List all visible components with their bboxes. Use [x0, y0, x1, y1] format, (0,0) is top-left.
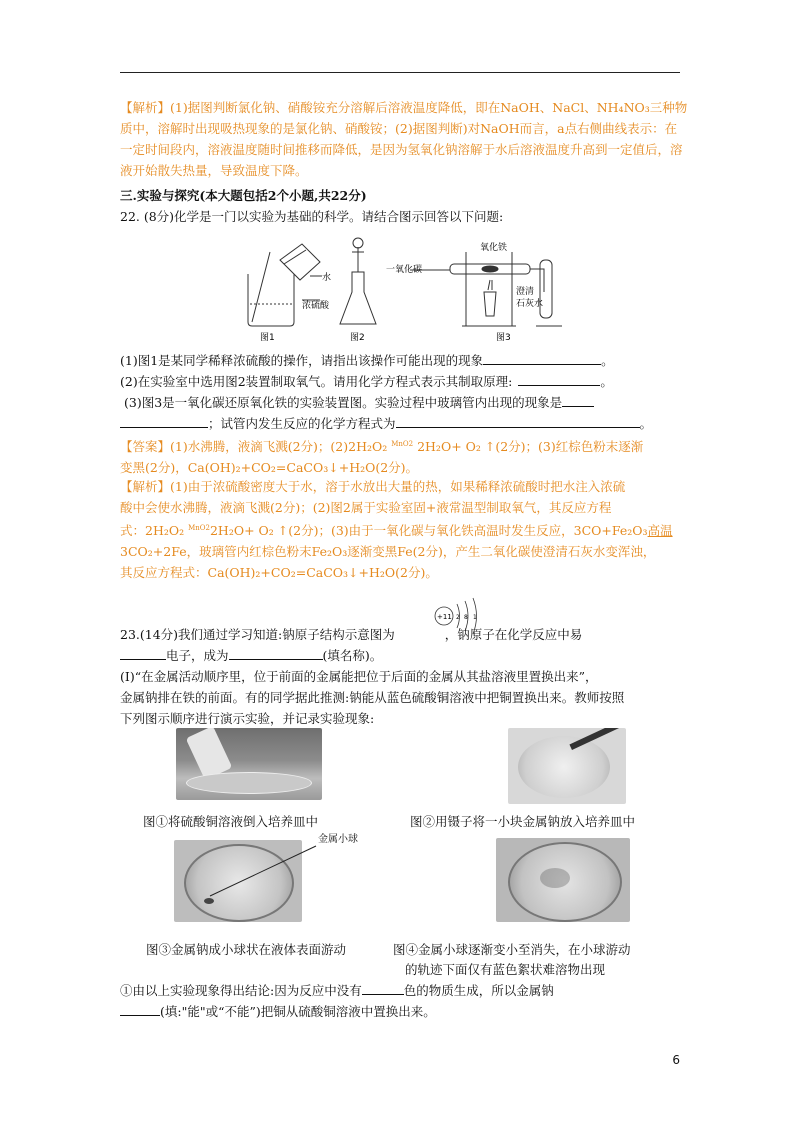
q22-part2	[120, 371, 688, 392]
q22-analysis	[120, 476, 688, 583]
analysis-line-5: 其反应方程式：Ca(OH)₂+CO₂=CaCO₃↓+H₂O(2分)。	[120, 565, 438, 581]
caption-fig3: 图③金属钠成小球状在液体表面游动	[146, 942, 347, 957]
q22-part3-text: (3)图3是一氧化碳还原氧化铁的实验装置图。实验过程中玻璃管内出现的现象是	[124, 395, 563, 410]
atom-nucleus: +11	[437, 613, 452, 621]
caption-fig1: 图①将硫酸铜溶液倒入培养皿中	[143, 814, 319, 829]
q23-conclusion-1	[120, 980, 688, 1001]
header-rule	[120, 72, 680, 73]
label-acid: 浓硫酸	[302, 301, 330, 311]
conclusion-text-1: ①由以上实验现象得出结论:因为反应中没有	[120, 983, 362, 998]
label-co: 一氧化碳	[386, 265, 423, 275]
page-number: 6	[672, 1053, 680, 1067]
q22-part3a	[124, 392, 692, 413]
q22-part1	[120, 350, 688, 371]
answer-blank[interactable]	[120, 413, 208, 428]
analysis-line-4: 3CO₂+2Fe，玻璃管内红棕色粉末Fe₂O₃逐渐变黑Fe(2分)，产生二氧化碳使澄清石灰水变浑浊，	[120, 544, 656, 560]
q22-part3b	[120, 413, 688, 434]
label-limewater-1: 澄清	[516, 287, 535, 297]
q23-line2-a: 电子，成为	[166, 648, 229, 663]
photo-add-sodium	[508, 728, 626, 804]
shell-1-count: 2	[456, 614, 460, 621]
answer-blank[interactable]	[229, 645, 323, 660]
period: 。	[600, 374, 613, 389]
answer-tag: 【答案】	[120, 439, 171, 455]
fig3-label: 图3	[496, 333, 511, 342]
q22-part3b-text: ；试管内发生反应的化学方程式为	[208, 416, 396, 431]
fig2-label: 图2	[350, 333, 365, 342]
conclusion-text-2: 色的物质生成，所以金属钠	[403, 983, 554, 998]
analysis-tag: 【解析】	[120, 479, 171, 494]
period: 。	[601, 353, 614, 368]
q23-intro	[120, 624, 688, 645]
q23-intro-b: ，钠原子在化学反应中易	[444, 627, 583, 642]
answer-blank[interactable]	[120, 1001, 160, 1016]
q23-para	[120, 666, 688, 729]
answer-text-2: 2H₂O+ O₂ ↑(2分)；(3)红棕色粉末逐渐	[413, 439, 644, 455]
sodium-atom-diagram	[432, 596, 486, 644]
q23-para-3: 下列图示顺序进行演示实验，并记录实验现象:	[120, 711, 375, 726]
answer-text-1: (1)水沸腾，液滴飞溅(2分)；(2)2H₂O₂	[170, 439, 392, 455]
analysis-line-3a: 式：2H₂O₂	[120, 523, 189, 539]
analysis-line-1: (1)由于浓硫酸密度大于水，溶于水放出大量的热，如果稀释浓硫酸时把水注入浓硫	[170, 479, 626, 494]
ball-pointer	[200, 840, 320, 900]
answer-blank[interactable]	[396, 413, 640, 428]
conclusion-text-3: (填:"能"或“不能”)把铜从硫酸铜溶液中置换出来。	[160, 1004, 436, 1019]
section-heading: 三.实验与探究(本大题包括2个小题,共22分)	[120, 188, 367, 203]
shell-3-count: 1	[473, 614, 477, 621]
catalyst-label: MnO2	[391, 440, 414, 448]
caption-fig4-a: 图④金属小球逐渐变小至消失，在小球游动	[393, 942, 631, 957]
answer-blank[interactable]	[362, 980, 404, 995]
apparatus-figure	[240, 232, 570, 342]
shell-2-count: 8	[464, 614, 468, 621]
caption-fig4-b: 的轨迹下面仅有蓝色絮状难溶物出现	[405, 962, 606, 977]
q23-para-1: (Ⅰ)“在金属活动顺序里，位于前面的金属能把位于后面的金属从其盐溶液里置换出来”，	[120, 669, 598, 684]
analysis-line-3b: 2H₂O+ O₂ ↑(2分)；(3)由于一氧化碳与氧化铁高温时发生反应，3CO+Fe₂O₃	[209, 523, 648, 539]
analysis-line-2: 酸中会使水沸腾，液滴飞溅(2分)；(2)图2属于实验室固+液常温型制取氧气，其反应方程	[120, 500, 612, 515]
high-temp-label: 高温	[647, 523, 673, 539]
photo-pour-solution	[176, 728, 322, 800]
answer-blank[interactable]	[120, 645, 166, 660]
label-fe2o3: 氧化铁	[480, 243, 508, 253]
analysis-block-prev	[120, 97, 688, 181]
q23-line2	[120, 645, 688, 666]
analysis-text: (1)据图判断氯化钠、硝酸铵充分溶解后溶液温度降低，即在NaOH、NaCl、NH₄NO₃三种物质中，溶解时出现吸热现象的是氯化钠、硝酸铵；(2)据图判断)对NaOH而言，a点右侧曲线表示：在一定时间段内，溶液温度随时间推移而降低，是因为氢氧化钠溶解于水后溶液温度升高到一定值后，溶液开始散失热量，导致温度下降。	[120, 100, 688, 178]
q22-answer	[120, 434, 688, 478]
answer-blank[interactable]	[518, 371, 600, 386]
q22-part1-text: (1)图1是某同学稀释浓硫酸的操作，请指出该操作可能出现的现象	[120, 353, 484, 368]
period: 。	[639, 416, 653, 431]
answer-blank[interactable]	[483, 350, 601, 365]
label-limewater-2: 石灰水	[516, 299, 544, 309]
analysis-tag: 【解析】	[120, 100, 171, 115]
q23-intro-a: 23.(14分)我们通过学习知道:钠原子结构示意图为	[120, 627, 395, 642]
catalyst-label: MnO2	[188, 524, 210, 532]
label-water: 水	[322, 273, 332, 283]
q22-intro: 22. (8分)化学是一门以实验为基础的科学。请结合图示回答以下问题:	[120, 209, 504, 224]
label-metal-ball: 金属小球	[318, 834, 358, 845]
q23-conclusion-2	[120, 1001, 688, 1022]
answer-blank[interactable]	[562, 392, 594, 407]
q23-para-2: 金属钠排在铁的前面。有的同学据此推测:钠能从蓝色硫酸铜溶液中把铜置换出来。教师按照	[120, 690, 625, 705]
q23-line2-b: (填名称)。	[322, 648, 383, 663]
fig1-label: 图1	[260, 333, 275, 342]
q22-part2-text: (2)在实验室中选用图2装置制取氧气。请用化学方程式表示其制取原理:	[120, 374, 513, 389]
answer-text-3: 变黑(2分)，Ca(OH)₂+CO₂=CaCO₃↓+H₂O(2分)。	[120, 460, 419, 476]
photo-ball-dissolve	[496, 838, 630, 922]
caption-fig2: 图②用镊子将一小块金属钠放入培养皿中	[410, 814, 636, 829]
